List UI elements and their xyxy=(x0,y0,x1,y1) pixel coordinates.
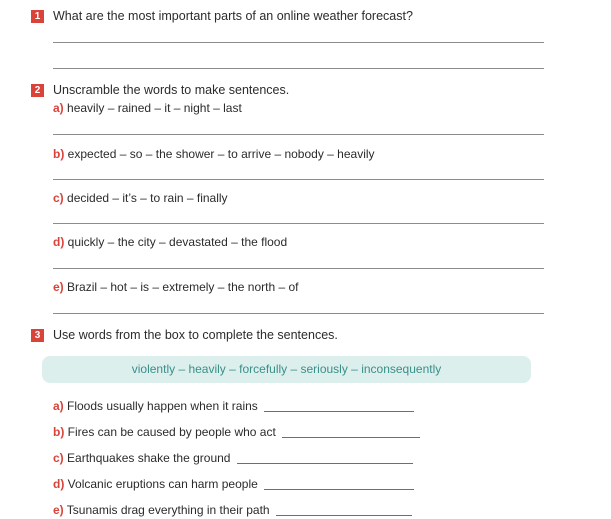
exercise-1-question: What are the most important parts of an online weather forecast? xyxy=(53,9,413,23)
answer-line[interactable] xyxy=(53,134,544,135)
exercise-3-item-e xyxy=(53,503,412,518)
exercise-3-item-c xyxy=(53,451,413,466)
item-letter: d) xyxy=(53,235,65,249)
fill-in-blank[interactable] xyxy=(264,489,414,490)
exercise-3-instruction: Use words from the box to complete the sentences. xyxy=(53,328,338,342)
item-letter: b) xyxy=(53,147,65,161)
fill-in-blank[interactable] xyxy=(237,463,413,464)
answer-line[interactable] xyxy=(53,42,544,43)
item-text: decided – it’s – to rain – finally xyxy=(67,191,228,205)
item-letter: b) xyxy=(53,425,65,439)
exercise-2-item-c xyxy=(53,191,228,206)
fill-in-blank[interactable] xyxy=(264,411,414,412)
item-letter: c) xyxy=(53,451,64,465)
answer-line[interactable] xyxy=(53,268,544,269)
item-letter: d) xyxy=(53,477,65,491)
exercise-2-item-a xyxy=(53,101,242,116)
exercise-number-3: 3 xyxy=(31,329,44,342)
item-text: Tsunamis drag everything in their path xyxy=(66,503,270,517)
item-letter: c) xyxy=(53,191,64,205)
answer-line[interactable] xyxy=(53,179,544,180)
item-text: Earthquakes shake the ground xyxy=(67,451,231,465)
item-text: heavily – rained – it – night – last xyxy=(67,101,242,115)
exercise-3-item-b xyxy=(53,425,420,440)
item-text: quickly – the city – devastated – the flood xyxy=(67,235,288,249)
fill-in-blank[interactable] xyxy=(282,437,420,438)
exercise-2-item-d xyxy=(53,235,287,250)
word-box-text: violently – heavily – forcefully – seriously – inconsequently xyxy=(131,362,442,376)
exercise-3-item-d xyxy=(53,477,414,492)
word-box xyxy=(42,356,531,383)
exercise-number-1: 1 xyxy=(31,10,44,23)
item-text: expected – so – the shower – to arrive – nobody – heavily xyxy=(67,147,375,161)
exercise-number-2: 2 xyxy=(31,84,44,97)
item-letter: a) xyxy=(53,399,64,413)
answer-line[interactable] xyxy=(53,223,544,224)
item-text: Floods usually happen when it rains xyxy=(67,399,258,413)
item-letter: e) xyxy=(53,503,64,517)
item-text: Fires can be caused by people who act xyxy=(67,425,276,439)
item-letter: a) xyxy=(53,101,64,115)
answer-line[interactable] xyxy=(53,68,544,69)
exercise-3-item-a xyxy=(53,399,414,414)
fill-in-blank[interactable] xyxy=(276,515,412,516)
exercise-2-item-b xyxy=(53,147,375,162)
item-text: Brazil – hot – is – extremely – the north – of xyxy=(67,280,299,294)
item-text: Volcanic eruptions can harm people xyxy=(67,477,258,491)
exercise-2-item-e xyxy=(53,280,298,295)
exercise-2-instruction: Unscramble the words to make sentences. xyxy=(53,83,290,97)
answer-line[interactable] xyxy=(53,313,544,314)
item-letter: e) xyxy=(53,280,64,294)
